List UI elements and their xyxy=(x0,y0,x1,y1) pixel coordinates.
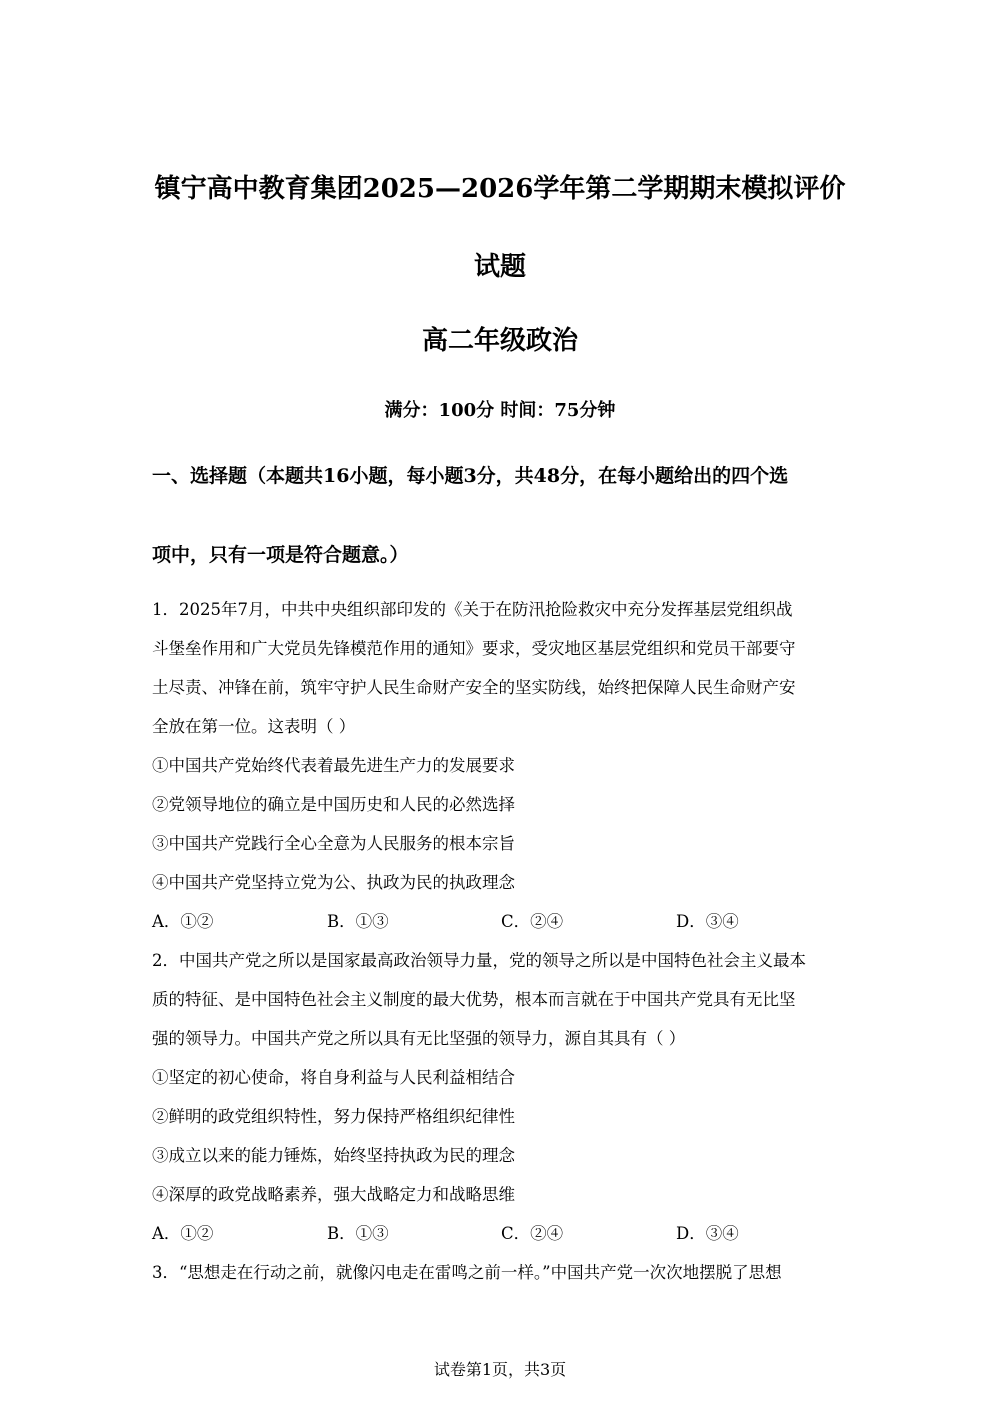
q2-statement-3: ③成立以来的能力锤炼，始终坚持执政为民的理念 xyxy=(152,1146,515,1165)
exam-title-line2: 试题 xyxy=(473,252,526,282)
q2-option-d: D．③④ xyxy=(676,1224,739,1243)
q1-option-d: D．③④ xyxy=(676,912,739,931)
q2-statement-1: ①坚定的初心使命，将自身利益与人民利益相结合 xyxy=(152,1068,515,1087)
q1-stem-line4: 全放在第一位。这表明（ ） xyxy=(152,717,356,736)
q1-statement-1: ①中国共产党始终代表着最先进生产力的发展要求 xyxy=(152,756,515,775)
q1-stem-line1: 1．2025年7月，中共中央组织部印发的《关于在防汛抢险救灾中充分发挥基层党组织战 xyxy=(152,600,793,619)
q1-statement-2: ②党领导地位的确立是中国历史和人民的必然选择 xyxy=(152,795,515,814)
q2-stem-line2: 质的特征、是中国特色社会主义制度的最大优势，根本而言就在于中国共产党具有无比坚 xyxy=(152,990,796,1009)
q1-option-a: A．①② xyxy=(152,912,214,931)
page-indicator: 试卷第1页，共3页 xyxy=(433,1360,567,1379)
q3-stem-line1: 3．“思想走在行动之前，就像闪电走在雷鸣之前一样。”中国共产党一次次地摆脱了思想 xyxy=(152,1263,782,1282)
score-time-info: 满分：100分 时间：75分钟 xyxy=(384,400,616,421)
q2-option-a: A．①② xyxy=(152,1224,214,1243)
q2-option-b: B．①③ xyxy=(327,1224,389,1243)
q1-statement-3: ③中国共产党践行全心全意为人民服务的根本宗旨 xyxy=(152,834,515,853)
q1-statement-4: ④中国共产党坚持立党为公、执政为民的执政理念 xyxy=(152,873,515,892)
section-heading-line2: 项中，只有一项是符合题意。） xyxy=(152,544,409,566)
q2-statement-4: ④深厚的政党战略素养，强大战略定力和战略思维 xyxy=(152,1185,515,1204)
q2-stem-line1: 2．中国共产党之所以是国家最高政治领导力量，党的领导之所以是中国特色社会主义最本 xyxy=(152,951,806,970)
grade-subject: 高二年级政治 xyxy=(421,326,578,356)
q1-stem-line3: 土尽责、冲锋在前，筑牢守护人民生命财产安全的坚实防线，始终把保障人民生命财产安 xyxy=(152,678,796,697)
section-heading-line1: 一、选择题（本题共16小题，每小题3分，共48分，在每小题给出的四个选 xyxy=(152,465,789,487)
q1-option-c: C．②④ xyxy=(501,912,564,931)
q2-statement-2: ②鲜明的政党组织特性，努力保持严格组织纪律性 xyxy=(152,1107,515,1126)
q2-stem-line3: 强的领导力。中国共产党之所以具有无比坚强的领导力，源自其具有（ ） xyxy=(152,1029,686,1048)
exam-title-line1: 镇宁高中教育集团2025—2026学年第二学期期末模拟评价 xyxy=(154,174,846,204)
q1-stem-line2: 斗堡垒作用和广大党员先锋模范作用的通知》要求，受灾地区基层党组织和党员干部要守 xyxy=(152,639,796,658)
q1-option-b: B．①③ xyxy=(327,912,389,931)
q2-option-c: C．②④ xyxy=(501,1224,564,1243)
